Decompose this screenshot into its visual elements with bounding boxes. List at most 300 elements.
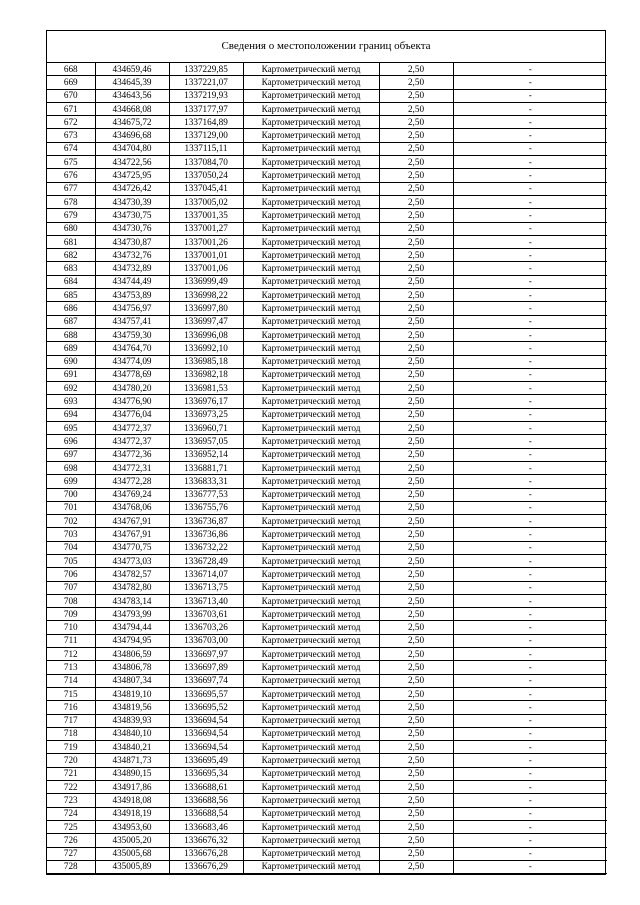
x-coordinate-cell: 434917,86	[95, 781, 169, 794]
x-coordinate-cell: 434730,76	[95, 222, 169, 235]
accuracy-cell: 2,50	[379, 847, 453, 860]
x-coordinate-cell: 434794,44	[95, 621, 169, 634]
point-number-cell: 679	[47, 209, 95, 222]
description-cell: -	[453, 781, 607, 794]
description-cell: -	[453, 501, 607, 514]
x-coordinate-cell: 434730,75	[95, 209, 169, 222]
accuracy-cell: 2,50	[379, 541, 453, 554]
table-row	[47, 794, 607, 807]
method-cell: Картометрический метод	[243, 528, 379, 541]
method-cell: Картометрический метод	[243, 794, 379, 807]
accuracy-cell: 2,50	[379, 289, 453, 302]
description-cell: -	[453, 422, 607, 435]
method-cell: Картометрический метод	[243, 701, 379, 714]
y-coordinate-cell: 1336982,18	[169, 368, 243, 381]
point-number-cell: 675	[47, 156, 95, 169]
y-coordinate-cell: 1336960,71	[169, 422, 243, 435]
method-cell: Картометрический метод	[243, 289, 379, 302]
table-row	[47, 129, 607, 142]
y-coordinate-cell: 1336997,80	[169, 302, 243, 315]
accuracy-cell: 2,50	[379, 554, 453, 567]
y-coordinate-cell: 1336695,52	[169, 701, 243, 714]
y-coordinate-cell: 1337219,93	[169, 89, 243, 102]
point-number-cell: 670	[47, 89, 95, 102]
method-cell: Картометрический метод	[243, 581, 379, 594]
method-cell: Картометрический метод	[243, 382, 379, 395]
table-row	[47, 661, 607, 674]
method-cell: Картометрический метод	[243, 435, 379, 448]
description-cell: -	[453, 289, 607, 302]
method-cell: Картометрический метод	[243, 195, 379, 208]
y-coordinate-cell: 1337005,02	[169, 195, 243, 208]
x-coordinate-cell: 435005,68	[95, 847, 169, 860]
description-cell: -	[453, 395, 607, 408]
y-coordinate-cell: 1336736,87	[169, 515, 243, 528]
method-cell: Картометрический метод	[243, 515, 379, 528]
method-cell: Картометрический метод	[243, 541, 379, 554]
table-row	[47, 461, 607, 474]
description-cell: -	[453, 142, 607, 155]
method-cell: Картометрический метод	[243, 648, 379, 661]
point-number-cell: 720	[47, 754, 95, 767]
x-coordinate-cell: 434778,69	[95, 368, 169, 381]
method-cell: Картометрический метод	[243, 156, 379, 169]
table-row	[47, 182, 607, 195]
description-cell: -	[453, 249, 607, 262]
accuracy-cell: 2,50	[379, 741, 453, 754]
description-cell: -	[453, 860, 607, 873]
accuracy-cell: 2,50	[379, 249, 453, 262]
point-number-cell: 698	[47, 461, 95, 474]
x-coordinate-cell: 434776,04	[95, 408, 169, 421]
accuracy-cell: 2,50	[379, 461, 453, 474]
accuracy-cell: 2,50	[379, 368, 453, 381]
point-number-cell: 718	[47, 727, 95, 740]
point-number-cell: 706	[47, 568, 95, 581]
accuracy-cell: 2,50	[379, 488, 453, 501]
table-row	[47, 102, 607, 115]
table-row	[47, 142, 607, 155]
point-number-cell: 696	[47, 435, 95, 448]
table-row	[47, 820, 607, 833]
point-number-cell: 680	[47, 222, 95, 235]
table-row	[47, 634, 607, 647]
description-cell: -	[453, 554, 607, 567]
method-cell: Картометрический метод	[243, 275, 379, 288]
accuracy-cell: 2,50	[379, 834, 453, 847]
x-coordinate-cell: 434767,91	[95, 515, 169, 528]
table-row	[47, 727, 607, 740]
description-cell: -	[453, 634, 607, 647]
x-coordinate-cell: 434840,21	[95, 741, 169, 754]
accuracy-cell: 2,50	[379, 156, 453, 169]
table-row	[47, 608, 607, 621]
y-coordinate-cell: 1336694,54	[169, 714, 243, 727]
point-number-cell: 672	[47, 116, 95, 129]
y-coordinate-cell: 1336755,76	[169, 501, 243, 514]
y-coordinate-cell: 1336957,05	[169, 435, 243, 448]
y-coordinate-cell: 1336676,32	[169, 834, 243, 847]
description-cell: -	[453, 342, 607, 355]
accuracy-cell: 2,50	[379, 89, 453, 102]
accuracy-cell: 2,50	[379, 129, 453, 142]
method-cell: Картометрический метод	[243, 594, 379, 607]
accuracy-cell: 2,50	[379, 594, 453, 607]
accuracy-cell: 2,50	[379, 528, 453, 541]
method-cell: Картометрический метод	[243, 820, 379, 833]
x-coordinate-cell: 435005,20	[95, 834, 169, 847]
point-number-cell: 690	[47, 355, 95, 368]
y-coordinate-cell: 1336998,22	[169, 289, 243, 302]
point-number-cell: 723	[47, 794, 95, 807]
point-number-cell: 691	[47, 368, 95, 381]
description-cell: -	[453, 461, 607, 474]
accuracy-cell: 2,50	[379, 714, 453, 727]
accuracy-cell: 2,50	[379, 422, 453, 435]
method-cell: Картометрический метод	[243, 568, 379, 581]
point-number-cell: 721	[47, 767, 95, 780]
point-number-cell: 700	[47, 488, 95, 501]
y-coordinate-cell: 1336833,31	[169, 475, 243, 488]
method-cell: Картометрический метод	[243, 461, 379, 474]
method-cell: Картометрический метод	[243, 355, 379, 368]
method-cell: Картометрический метод	[243, 116, 379, 129]
y-coordinate-cell: 1336777,53	[169, 488, 243, 501]
table-row	[47, 395, 607, 408]
page-title: Сведения о местоположении границ объекта	[47, 31, 605, 63]
table-row	[47, 382, 607, 395]
accuracy-cell: 2,50	[379, 621, 453, 634]
y-coordinate-cell: 1337001,26	[169, 235, 243, 248]
x-coordinate-cell: 434918,08	[95, 794, 169, 807]
x-coordinate-cell: 434730,39	[95, 195, 169, 208]
table-row	[47, 515, 607, 528]
point-number-cell: 716	[47, 701, 95, 714]
y-coordinate-cell: 1336697,89	[169, 661, 243, 674]
x-coordinate-cell: 434643,56	[95, 89, 169, 102]
method-cell: Картометрический метод	[243, 767, 379, 780]
table-row	[47, 475, 607, 488]
y-coordinate-cell: 1337001,01	[169, 249, 243, 262]
y-coordinate-cell: 1336683,46	[169, 820, 243, 833]
method-cell: Картометрический метод	[243, 395, 379, 408]
x-coordinate-cell: 434668,08	[95, 102, 169, 115]
accuracy-cell: 2,50	[379, 182, 453, 195]
y-coordinate-cell: 1337045,41	[169, 182, 243, 195]
x-coordinate-cell: 434780,20	[95, 382, 169, 395]
y-coordinate-cell: 1336999,49	[169, 275, 243, 288]
description-cell: -	[453, 820, 607, 833]
description-cell: -	[453, 621, 607, 634]
method-cell: Картометрический метод	[243, 554, 379, 567]
y-coordinate-cell: 1336732,22	[169, 541, 243, 554]
description-cell: -	[453, 741, 607, 754]
y-coordinate-cell: 1336973,25	[169, 408, 243, 421]
y-coordinate-cell: 1336697,97	[169, 648, 243, 661]
accuracy-cell: 2,50	[379, 807, 453, 820]
point-number-cell: 709	[47, 608, 95, 621]
x-coordinate-cell: 434918,19	[95, 807, 169, 820]
method-cell: Картометрический метод	[243, 342, 379, 355]
y-coordinate-cell: 1336676,28	[169, 847, 243, 860]
point-number-cell: 717	[47, 714, 95, 727]
x-coordinate-cell: 434774,09	[95, 355, 169, 368]
y-coordinate-cell: 1336981,53	[169, 382, 243, 395]
boundary-points-table	[47, 63, 607, 874]
table-row	[47, 554, 607, 567]
method-cell: Картометрический метод	[243, 262, 379, 275]
method-cell: Картометрический метод	[243, 302, 379, 315]
accuracy-cell: 2,50	[379, 328, 453, 341]
x-coordinate-cell: 434770,75	[95, 541, 169, 554]
point-number-cell: 678	[47, 195, 95, 208]
y-coordinate-cell: 1336713,40	[169, 594, 243, 607]
table-row	[47, 422, 607, 435]
description-cell: -	[453, 235, 607, 248]
x-coordinate-cell: 434756,97	[95, 302, 169, 315]
point-number-cell: 713	[47, 661, 95, 674]
accuracy-cell: 2,50	[379, 355, 453, 368]
point-number-cell: 725	[47, 820, 95, 833]
table-row	[47, 488, 607, 501]
y-coordinate-cell: 1336992,10	[169, 342, 243, 355]
method-cell: Картометрический метод	[243, 169, 379, 182]
description-cell: -	[453, 116, 607, 129]
x-coordinate-cell: 434839,93	[95, 714, 169, 727]
table-row	[47, 448, 607, 461]
point-number-cell: 669	[47, 76, 95, 89]
table-row	[47, 116, 607, 129]
y-coordinate-cell: 1337229,85	[169, 63, 243, 76]
point-number-cell: 686	[47, 302, 95, 315]
y-coordinate-cell: 1336688,54	[169, 807, 243, 820]
description-cell: -	[453, 515, 607, 528]
method-cell: Картометрический метод	[243, 807, 379, 820]
description-cell: -	[453, 368, 607, 381]
method-cell: Картометрический метод	[243, 142, 379, 155]
point-number-cell: 711	[47, 634, 95, 647]
table-row	[47, 63, 607, 76]
x-coordinate-cell: 435005,89	[95, 860, 169, 873]
method-cell: Картометрический метод	[243, 621, 379, 634]
description-cell: -	[453, 727, 607, 740]
description-cell: -	[453, 355, 607, 368]
y-coordinate-cell: 1336676,29	[169, 860, 243, 873]
description-cell: -	[453, 209, 607, 222]
x-coordinate-cell: 434782,57	[95, 568, 169, 581]
description-cell: -	[453, 807, 607, 820]
point-number-cell: 719	[47, 741, 95, 754]
method-cell: Картометрический метод	[243, 182, 379, 195]
table-row	[47, 89, 607, 102]
accuracy-cell: 2,50	[379, 76, 453, 89]
point-number-cell: 685	[47, 289, 95, 302]
table-row	[47, 262, 607, 275]
table-row	[47, 249, 607, 262]
method-cell: Картометрический метод	[243, 328, 379, 341]
y-coordinate-cell: 1337001,35	[169, 209, 243, 222]
method-cell: Картометрический метод	[243, 76, 379, 89]
point-number-cell: 699	[47, 475, 95, 488]
description-cell: -	[453, 156, 607, 169]
x-coordinate-cell: 434767,91	[95, 528, 169, 541]
method-cell: Картометрический метод	[243, 781, 379, 794]
method-cell: Картометрический метод	[243, 422, 379, 435]
description-cell: -	[453, 847, 607, 860]
accuracy-cell: 2,50	[379, 262, 453, 275]
y-coordinate-cell: 1336695,57	[169, 687, 243, 700]
description-cell: -	[453, 129, 607, 142]
accuracy-cell: 2,50	[379, 634, 453, 647]
accuracy-cell: 2,50	[379, 648, 453, 661]
description-cell: -	[453, 687, 607, 700]
y-coordinate-cell: 1336728,49	[169, 554, 243, 567]
table-row	[47, 368, 607, 381]
method-cell: Картометрический метод	[243, 209, 379, 222]
description-cell: -	[453, 488, 607, 501]
x-coordinate-cell: 434768,06	[95, 501, 169, 514]
x-coordinate-cell: 434722,56	[95, 156, 169, 169]
description-cell: -	[453, 328, 607, 341]
description-cell: -	[453, 661, 607, 674]
y-coordinate-cell: 1337084,70	[169, 156, 243, 169]
method-cell: Картометрический метод	[243, 754, 379, 767]
method-cell: Картометрический метод	[243, 235, 379, 248]
y-coordinate-cell: 1336695,49	[169, 754, 243, 767]
x-coordinate-cell: 434704,80	[95, 142, 169, 155]
y-coordinate-cell: 1336688,61	[169, 781, 243, 794]
method-cell: Картометрический метод	[243, 63, 379, 76]
x-coordinate-cell: 434772,28	[95, 475, 169, 488]
x-coordinate-cell: 434776,90	[95, 395, 169, 408]
accuracy-cell: 2,50	[379, 169, 453, 182]
x-coordinate-cell: 434840,10	[95, 727, 169, 740]
table-row	[47, 435, 607, 448]
x-coordinate-cell: 434806,78	[95, 661, 169, 674]
x-coordinate-cell: 434675,72	[95, 116, 169, 129]
table-row	[47, 807, 607, 820]
accuracy-cell: 2,50	[379, 142, 453, 155]
description-cell: -	[453, 648, 607, 661]
accuracy-cell: 2,50	[379, 102, 453, 115]
method-cell: Картометрический метод	[243, 89, 379, 102]
point-number-cell: 728	[47, 860, 95, 873]
y-coordinate-cell: 1336703,26	[169, 621, 243, 634]
point-number-cell: 687	[47, 315, 95, 328]
method-cell: Картометрический метод	[243, 315, 379, 328]
method-cell: Картометрический метод	[243, 687, 379, 700]
y-coordinate-cell: 1336736,86	[169, 528, 243, 541]
method-cell: Картометрический метод	[243, 860, 379, 873]
y-coordinate-cell: 1337221,07	[169, 76, 243, 89]
accuracy-cell: 2,50	[379, 701, 453, 714]
description-cell: -	[453, 568, 607, 581]
x-coordinate-cell: 434772,36	[95, 448, 169, 461]
description-cell: -	[453, 528, 607, 541]
accuracy-cell: 2,50	[379, 275, 453, 288]
description-cell: -	[453, 754, 607, 767]
x-coordinate-cell: 434806,59	[95, 648, 169, 661]
method-cell: Картометрический метод	[243, 448, 379, 461]
x-coordinate-cell: 434659,46	[95, 63, 169, 76]
accuracy-cell: 2,50	[379, 395, 453, 408]
x-coordinate-cell: 434753,89	[95, 289, 169, 302]
description-cell: -	[453, 262, 607, 275]
description-cell: -	[453, 701, 607, 714]
description-cell: -	[453, 767, 607, 780]
x-coordinate-cell: 434732,76	[95, 249, 169, 262]
table-row	[47, 289, 607, 302]
x-coordinate-cell: 434772,37	[95, 435, 169, 448]
accuracy-cell: 2,50	[379, 235, 453, 248]
x-coordinate-cell: 434793,99	[95, 608, 169, 621]
y-coordinate-cell: 1336881,71	[169, 461, 243, 474]
description-cell: -	[453, 195, 607, 208]
description-cell: -	[453, 448, 607, 461]
accuracy-cell: 2,50	[379, 581, 453, 594]
point-number-cell: 722	[47, 781, 95, 794]
table-row	[47, 847, 607, 860]
y-coordinate-cell: 1336694,54	[169, 727, 243, 740]
description-cell: -	[453, 222, 607, 235]
table-row	[47, 701, 607, 714]
description-cell: -	[453, 382, 607, 395]
accuracy-cell: 2,50	[379, 501, 453, 514]
table-body	[47, 63, 607, 874]
point-number-cell: 673	[47, 129, 95, 142]
table-row	[47, 714, 607, 727]
y-coordinate-cell: 1337164,89	[169, 116, 243, 129]
point-number-cell: 697	[47, 448, 95, 461]
point-number-cell: 689	[47, 342, 95, 355]
point-number-cell: 702	[47, 515, 95, 528]
accuracy-cell: 2,50	[379, 222, 453, 235]
method-cell: Картометрический метод	[243, 741, 379, 754]
x-coordinate-cell: 434890,15	[95, 767, 169, 780]
accuracy-cell: 2,50	[379, 515, 453, 528]
y-coordinate-cell: 1336996,08	[169, 328, 243, 341]
table-row	[47, 156, 607, 169]
x-coordinate-cell: 434794,95	[95, 634, 169, 647]
method-cell: Картометрический метод	[243, 408, 379, 421]
table-row	[47, 355, 607, 368]
description-cell: -	[453, 275, 607, 288]
point-number-cell: 671	[47, 102, 95, 115]
x-coordinate-cell: 434953,60	[95, 820, 169, 833]
x-coordinate-cell: 434764,70	[95, 342, 169, 355]
method-cell: Картометрический метод	[243, 102, 379, 115]
point-number-cell: 688	[47, 328, 95, 341]
x-coordinate-cell: 434744,49	[95, 275, 169, 288]
table-row	[47, 541, 607, 554]
x-coordinate-cell: 434726,42	[95, 182, 169, 195]
x-coordinate-cell: 434871,73	[95, 754, 169, 767]
x-coordinate-cell: 434759,30	[95, 328, 169, 341]
x-coordinate-cell: 434732,89	[95, 262, 169, 275]
table-row	[47, 222, 607, 235]
accuracy-cell: 2,50	[379, 820, 453, 833]
accuracy-cell: 2,50	[379, 382, 453, 395]
method-cell: Картометрический метод	[243, 608, 379, 621]
y-coordinate-cell: 1336695,34	[169, 767, 243, 780]
description-cell: -	[453, 315, 607, 328]
table-row	[47, 235, 607, 248]
y-coordinate-cell: 1337050,24	[169, 169, 243, 182]
x-coordinate-cell: 434782,80	[95, 581, 169, 594]
point-number-cell: 708	[47, 594, 95, 607]
y-coordinate-cell: 1336976,17	[169, 395, 243, 408]
point-number-cell: 712	[47, 648, 95, 661]
